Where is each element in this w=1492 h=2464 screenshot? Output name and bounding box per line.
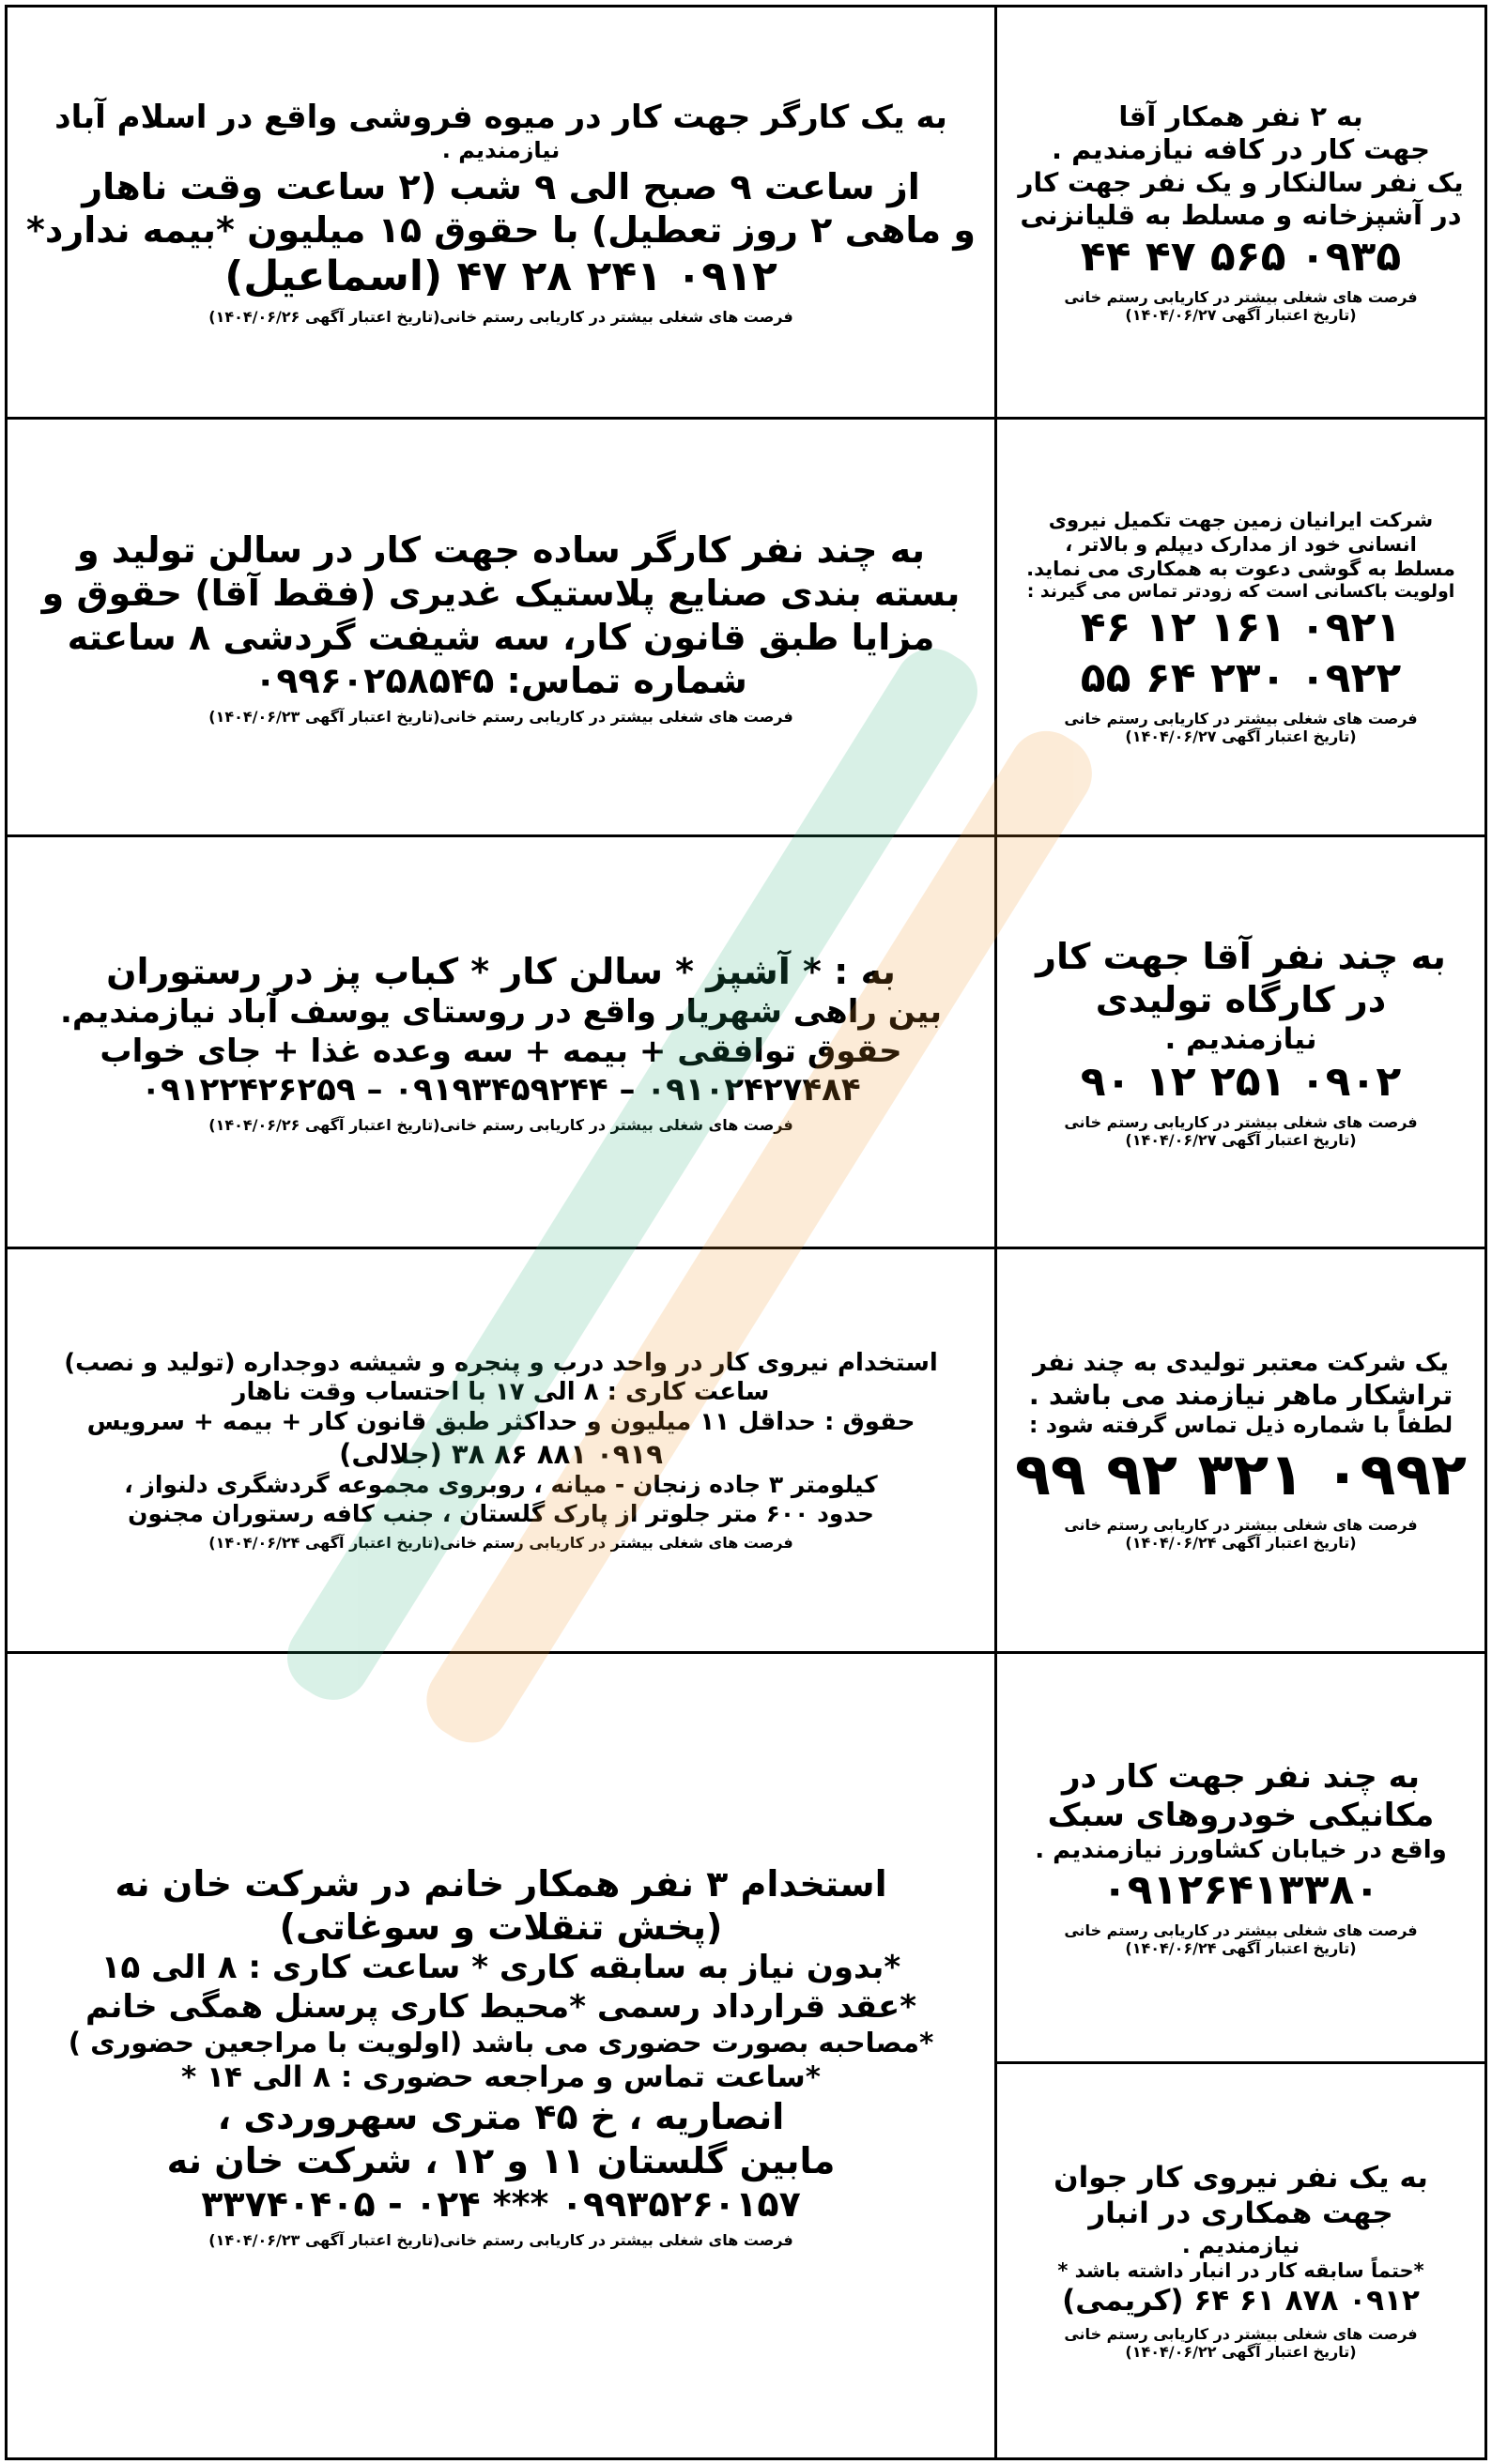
ad-line: به ۲ نفر همکار آقا <box>1118 100 1363 133</box>
ad-warehouse <box>994 2061 1487 2460</box>
ad-footer: فرصت های شغلی بیشتر در کاریابی رستم خانی(تاریخ اعتبار آگهی ۱۴۰۴/۰۶/۲۶) <box>208 1115 793 1134</box>
ad-line: *ساعت تماس و مراجعه حضوری : ۸ الی ۱۴ * <box>181 2059 821 2094</box>
ad-line: به چند نفر جهت کار در <box>1061 1757 1421 1796</box>
ad-line: یک شرکت معتبر تولیدی به چند نفر <box>1032 1349 1450 1377</box>
ad-footer: فرصت های شغلی بیشتر در کاریابی رستم خانی(تاریخ اعتبار آگهی ۱۴۰۴/۰۶/۲۶) <box>208 308 793 327</box>
ad-line: از ساعت ۹ صبح الی ۹ شب (۲ ساعت وقت ناهار <box>82 165 920 207</box>
ad-line: شرکت ایرانیان زمین جهت تکمیل نیروی <box>1048 509 1434 532</box>
ad-line: به یک کارگر جهت کار در میوه فروشی واقع در اسلام آباد <box>54 98 947 136</box>
ad-line: ساعت کاری : ۸ الی ۱۷ با احتساب وقت ناهار <box>232 1378 770 1407</box>
ad-line: *بدون نیاز به سابقه کاری * ساعت کاری : ۸ الی ۱۵ <box>100 1949 901 1987</box>
ad-line: به چند نفر کارگر ساده جهت کار در سالن تولید و <box>76 528 926 571</box>
ad-line: *مصاحبه بصورت حضوری می باشد (اولویت با مراجعین حضوری ) <box>68 2027 934 2059</box>
ad-line: تراشکار ماهر نیازمند می باشد . <box>1028 1378 1454 1411</box>
ad-line: به یک نفر نیروی کار جوان <box>1054 2161 1428 2196</box>
ad-phone: ۰۹۳۵ ۵۶۵ ۴۷ ۴۴ <box>1080 233 1402 282</box>
ad-line: نیازمندیم . <box>1181 2231 1300 2258</box>
ad-phone: ۰۹۹۳۵۲۶۰۱۵۷ *** ۰۲۴ - ۳۳۷۴۰۴۰۵ <box>201 2183 801 2226</box>
ad-line: حدود ۶۰۰ متر جلوتر از پارک گلستان ، جنب کافه رستوران مجنون <box>128 1499 874 1527</box>
ad-line: بین راهی شهریار واقع در روستای یوسف آباد نیازمندیم. <box>59 993 943 1032</box>
ad-line: مسلط به گوشی دعوت به همکاری می نماید. <box>1026 557 1455 580</box>
ad-phone: ۰۹۱۲ ۸۷۸ ۶۱ ۶۴ (کریمی) <box>1062 2283 1420 2318</box>
ad-line: جهت همکاری در انبار <box>1088 2196 1393 2231</box>
ad-phone: ۰۹۱۰۲۴۲۷۴۸۴ – ۰۹۱۹۳۴۵۹۲۴۴ – ۰۹۱۲۲۴۲۶۲۵۹ <box>141 1071 861 1110</box>
ad-footer: فرصت های شغلی بیشتر در کاریابی رستم خانی(تاریخ اعتبار آگهی ۱۴۰۴/۰۶/۲۳) <box>208 708 793 727</box>
ad-footer: فرصت های شغلی بیشتر در کاریابی رستم خانی(تاریخ اعتبار آگهی ۱۴۰۴/۰۶/۲۳) <box>208 2231 793 2250</box>
ad-door-window <box>5 1247 997 1654</box>
ad-line: به چند نفر آقا جهت کار <box>1036 935 1446 977</box>
ad-footer: فرصت های شغلی بیشتر در کاریابی رستم خانی <box>1064 1113 1418 1132</box>
ad-footer-date: (تاریخ اعتبار آگهی ۱۴۰۴/۰۶/۲۲) <box>1125 2342 1357 2361</box>
ad-line: مکانیکی خودروهای سبک <box>1047 1797 1435 1835</box>
ad-phone: شماره تماس: ۰۹۹۶۰۲۵۸۵۴۵ <box>254 659 747 701</box>
ad-line: *حتماً سابقه کار در انبار داشته باشد * <box>1057 2259 1424 2283</box>
ad-footer: فرصت های شغلی بیشتر در کاریابی رستم خانی(تاریخ اعتبار آگهی ۱۴۰۴/۰۶/۲۴) <box>208 1534 793 1553</box>
ad-khan-naneh <box>5 1651 997 2460</box>
ad-line: اولویت باکسانی است که زودتر تماس می گیرند : <box>1026 581 1455 603</box>
ad-footer: فرصت های شغلی بیشتر در کاریابی رستم خانی <box>1064 709 1418 727</box>
ad-footer: فرصت های شغلی بیشتر در کاریابی رستم خانی <box>1064 2324 1418 2343</box>
ad-line: یک نفر سالنکار و یک نفر جهت کار <box>1018 166 1464 198</box>
ad-phone: ۰۹۲۲ ۲۳۰ ۶۴ ۵۵ <box>1080 654 1402 702</box>
ad-line: نیازمندیم . <box>1164 1021 1317 1056</box>
ad-line: نیازمندیم . <box>441 137 561 164</box>
ad-footer: فرصت های شغلی بیشتر در کاریابی رستم خانی <box>1064 287 1418 306</box>
ad-line: (پخش تنقلات و سوغاتی) <box>279 1905 723 1948</box>
ad-phone: ۰۹۱۲۶۴۱۳۳۸۰ <box>1101 1866 1380 1915</box>
ad-line: در آشپزخانه و مسلط به قلیانزنی <box>1020 198 1462 231</box>
ad-footer-date: (تاریخ اعتبار آگهی ۱۴۰۴/۰۶/۲۷) <box>1125 305 1357 324</box>
ad-line: به : * آشپز * سالن کار * کباب پز در رستوران <box>106 951 896 993</box>
ad-footer: فرصت های شغلی بیشتر در کاریابی رستم خانی <box>1064 1515 1418 1534</box>
ad-footer-date: (تاریخ اعتبار آگهی ۱۴۰۴/۰۶/۲۷) <box>1125 1131 1357 1150</box>
ad-phone: ۰۹۲۱ ۱۶۱ ۱۲ ۴۶ <box>1080 604 1402 652</box>
ad-footer-date: (تاریخ اعتبار آگهی ۱۴۰۴/۰۶/۲۴) <box>1125 1939 1357 1958</box>
ad-line: بسته بندی صنایع پلاستیک غدیری (فقط آقا) حقوق و <box>41 573 961 615</box>
ad-fruit-shop <box>5 5 997 420</box>
ad-line: حقوق توافقی + بیمه + سه وعده غذا + جای خواب <box>100 1032 902 1070</box>
ad-line: استخدام نیروی کار در واحد درب و پنجره و شیشه دوجداره (تولید و نصب) <box>64 1348 938 1377</box>
ad-lathe-operator <box>994 1247 1487 1654</box>
ad-line: حقوق : حداقل ۱۱ میلیون و حداکثر طبق قانون کار + بیمه + سرویس <box>86 1408 915 1437</box>
ad-cafe <box>994 5 1487 420</box>
ad-line: واقع در خیابان کشاورز نیازمندیم . <box>1035 1835 1447 1864</box>
ad-restaurant <box>5 834 997 1249</box>
ad-line: و ماهی ۲ روز تعطیل) با حقوق ۱۵ میلیون *بیمه ندارد* <box>25 209 977 252</box>
ad-footer-date: (تاریخ اعتبار آگهی ۱۴۰۴/۰۶/۲۷) <box>1125 727 1357 745</box>
ad-footer: فرصت های شغلی بیشتر در کاریابی رستم خانی <box>1064 1921 1418 1940</box>
ad-phone: ۰۹۰۲ ۲۵۱ ۱۲ ۹۰ <box>1080 1058 1402 1107</box>
ad-iranian-zamin <box>994 417 1487 837</box>
ad-phone: ۰۹۹۲ ۳۲۱ ۹۲ ۹۹ <box>1014 1440 1468 1509</box>
ad-plastic-factory <box>5 417 997 837</box>
ad-line: استخدام ۳ نفر همکار خانم در شرکت خان نه <box>115 1862 887 1905</box>
ad-line: انسانی خود از مدارک دیپلم و بالاتر ، <box>1065 532 1417 556</box>
ad-workshop <box>994 834 1487 1249</box>
ad-phone: ۰۹۱۹ ۸۸۱ ۸۶ ۳۸ (جلالی) <box>339 1437 663 1470</box>
ad-line: مزایا طبق قانون کار، سه شیفت گردشی ۸ ساعته <box>67 616 935 658</box>
ad-phone: ۰۹۱۲ ۲۴۱ ۲۸ ۴۷ (اسماعیل) <box>224 253 777 301</box>
ad-line: کیلومتر ۳ جاده زنجان - میانه ، روبروی مجموعه گردشگری دلنواز ، <box>124 1471 878 1499</box>
ad-line: جهت کار در کافه نیازمندیم . <box>1051 133 1431 166</box>
ad-line: در کارگاه تولیدی <box>1095 979 1387 1021</box>
ad-mechanic <box>994 1651 1487 2064</box>
ad-line: *عقد قرارداد رسمی *محیط کاری پرسنل همگی خانم <box>85 1987 917 2026</box>
ad-line: انصاریه ، خ ۴۵ متری سهروردی ، <box>217 2096 785 2138</box>
ad-footer-date: (تاریخ اعتبار آگهی ۱۴۰۴/۰۶/۲۴) <box>1125 1533 1357 1552</box>
ad-line: لطفاً با شماره ذیل تماس گرفته شود : <box>1028 1412 1454 1439</box>
ad-line: مابین گلستان ۱۱ و ۱۲ ، شرکت خان نه <box>166 2139 836 2181</box>
